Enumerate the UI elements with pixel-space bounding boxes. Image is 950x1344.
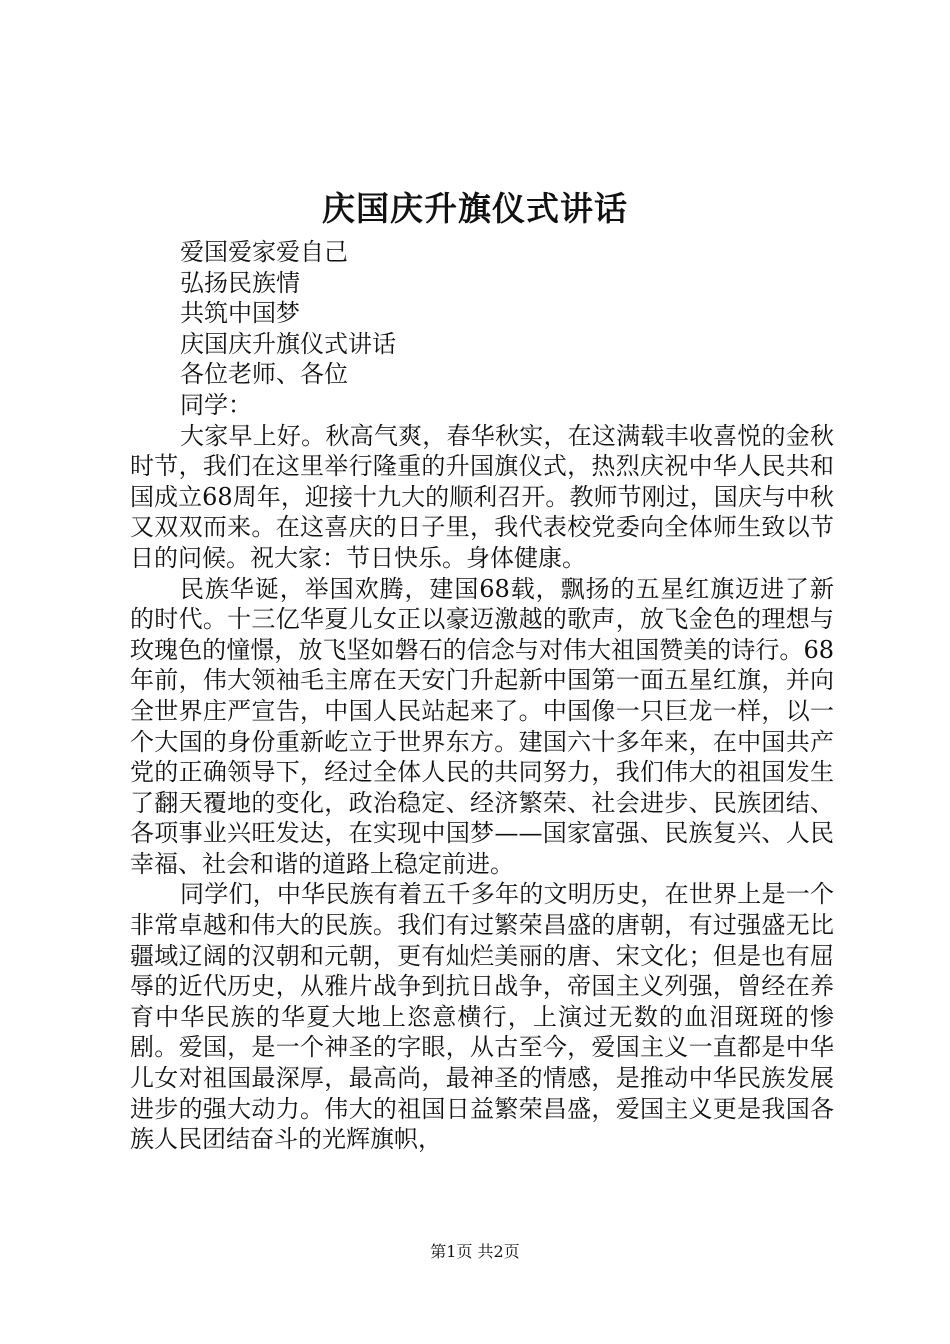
text-line: 庆国庆升旗仪式讲话: [180, 329, 396, 358]
text-line: 共筑中国梦: [180, 299, 300, 328]
text-line: 同学：: [180, 390, 252, 419]
page-footer: 第1页 共2页: [430, 1242, 520, 1261]
paragraph: 同学们，中华民族有着五千多年的文明历史，在世界上是一个非常卓越和伟大的民族。我们有过繁荣昌盛的唐朝，有过强盛无比疆域辽阔的汉朝和元朝，更有灿烂美丽的唐、宋文化；但是也有屈辱的近代历史，从雅片战争到抗日战争，帝国主义列强，曾经在养育中华民族的华夏大地上恣意横行，上演过无数的血泪斑斑的惨剧。爱国，是一个神圣的字眼，从古至今，爱国主义一直都是中华儿女对祖国最深厚，最高尚，最神圣的情感，是推动中华民族发展进步的强大动力。伟大的祖国日益繁荣昌盛，爱国主义更是我国各族人民团结奋斗的光辉旗帜，: [130, 880, 834, 1154]
text-line: 弘扬民族情: [180, 268, 300, 297]
text-line: 各位老师、各位: [180, 360, 348, 389]
paragraph: 民族华诞，举国欢腾，建国68载，飘扬的五星红旗迈进了新的时代。十三亿华夏儿女正以豪迈激越的歌声，放飞金色的理想与玫瑰色的憧憬，放飞坚如磐石的信念与对伟大祖国赞美的诗行。68年前，伟大领袖毛主席在天安门升起新中国第一面五星红旗，并向全世界庄严宣告，中国人民站起来了。中国像一只巨龙一样，以一个大国的身份重新屹立于世界东方。建国六十多年来，在中国共产党的正确领导下，经过全体人民的共同努力，我们伟大的祖国发生了翻天覆地的变化，政治稳定、经济繁荣、社会进步、民族团结、各项事业兴旺发达，在实现中国梦——国家富强、民族复兴、人民幸福、社会和谐的道路上稳定前进。: [130, 574, 834, 878]
paragraph: 大家早上好。秋高气爽，春华秋实，在这满载丰收喜悦的金秋时节，我们在这里举行隆重的升国旗仪式，热烈庆祝中华人民共和国成立68周年，迎接十九大的顺利召开。教师节刚过，国庆与中秋又双双而来。在这喜庆的日子里，我代表校党委向全体师生致以节日的问候。祝大家：节日快乐。身体健康。: [130, 421, 834, 572]
document-body: [130, 237, 834, 1155]
text-line: 爱国爱家爱自己: [180, 238, 348, 266]
document-title: 庆国庆升旗仪式讲话: [322, 189, 628, 228]
